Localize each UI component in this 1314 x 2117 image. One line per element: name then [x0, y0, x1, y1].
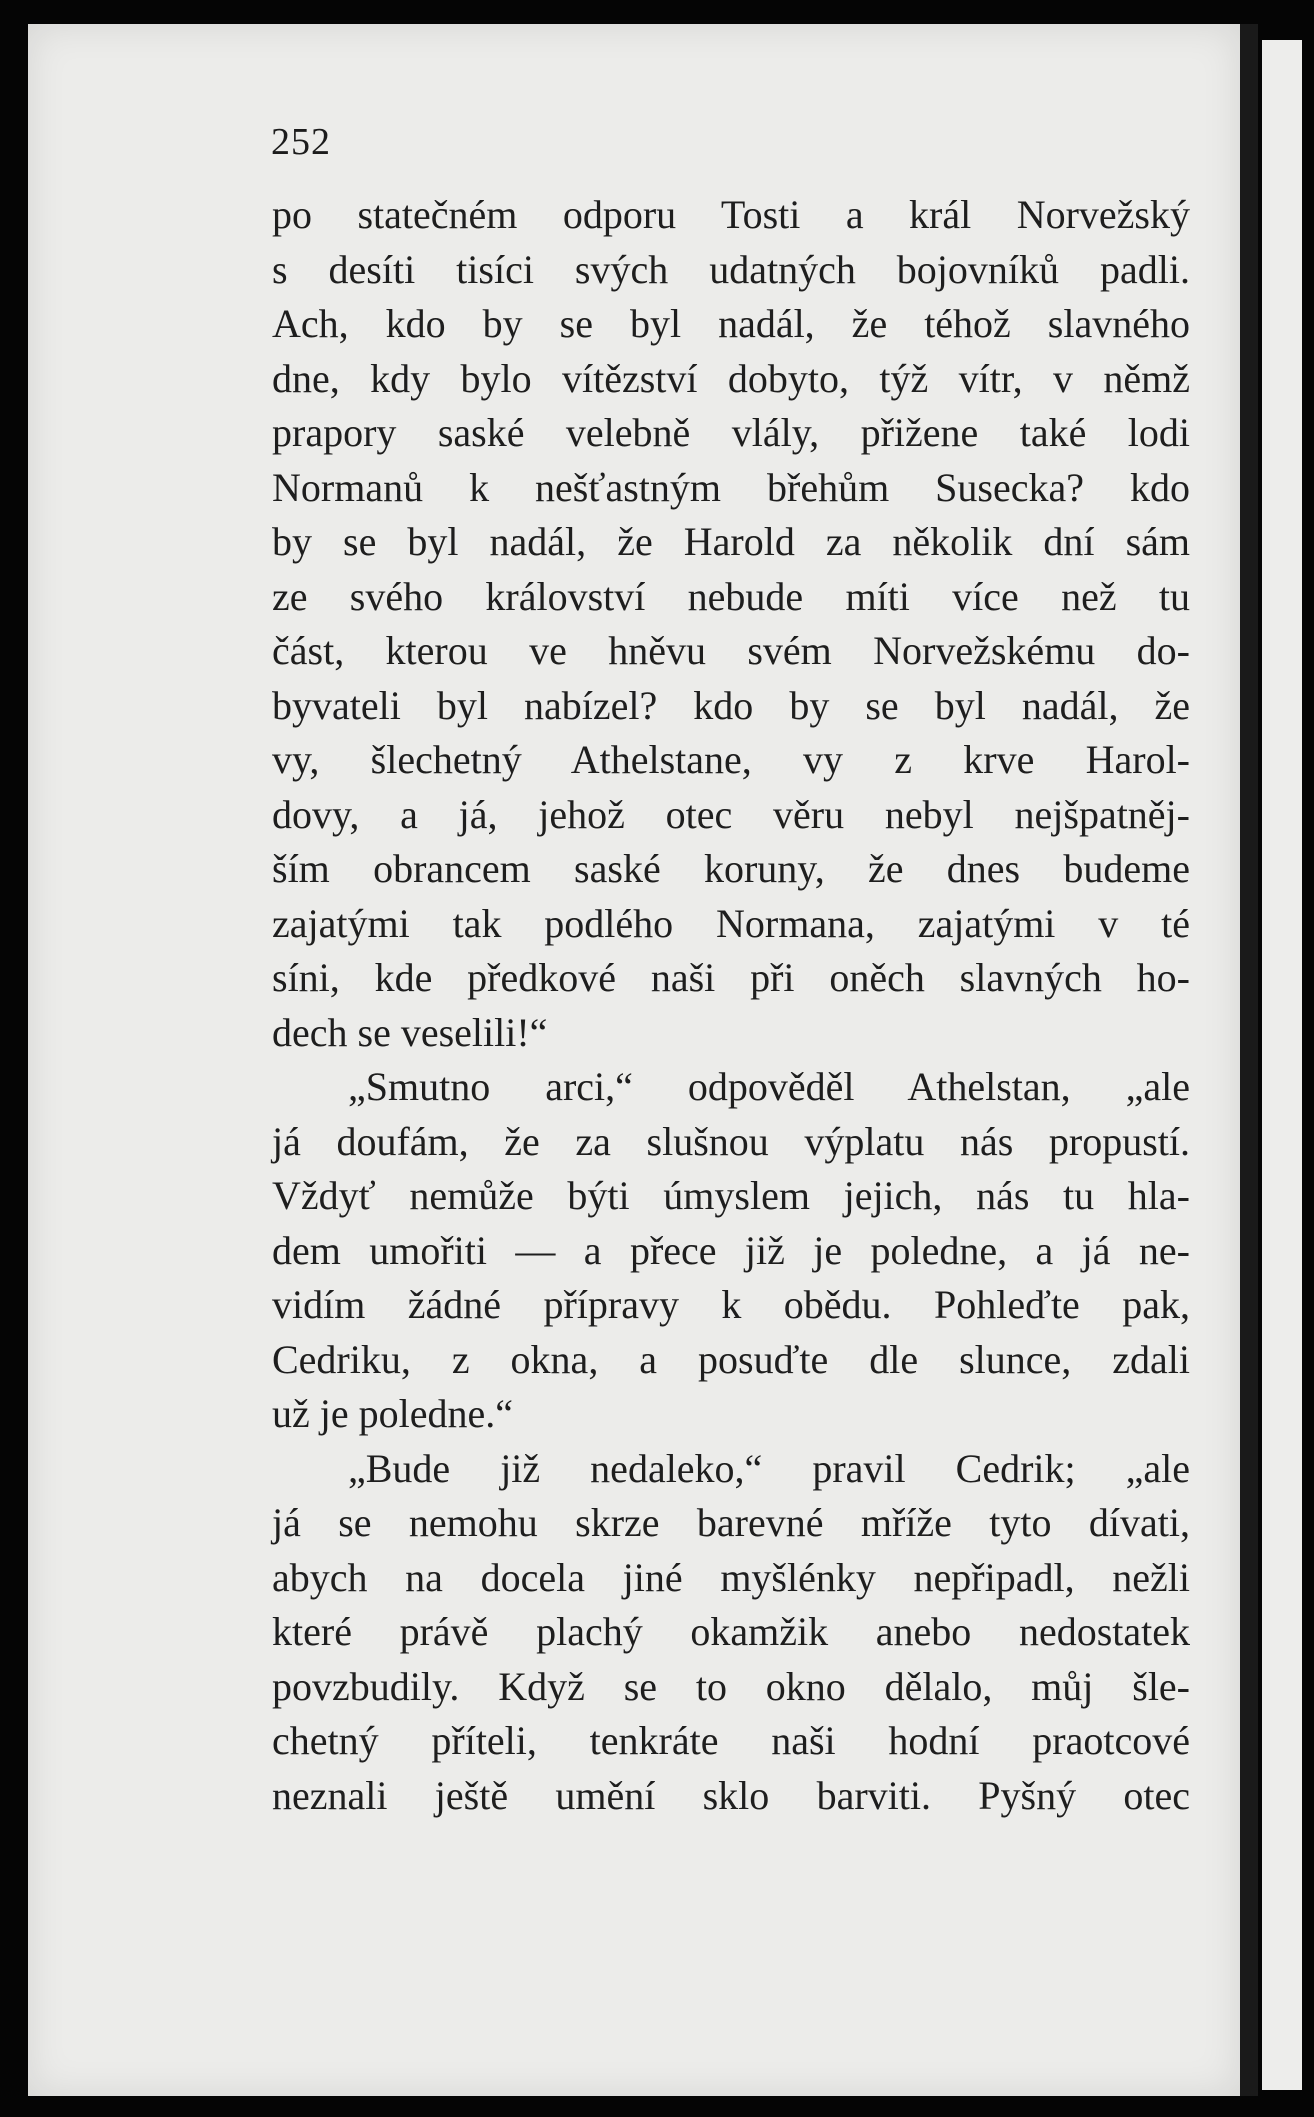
text-line: zajatými tak podlého Normana, zajatými v té [272, 900, 1190, 946]
text-line: které právě plachý okamžik anebo nedostatek [272, 1609, 1190, 1654]
text-line: Ach, kdo by se byl nadál, že téhož slavného [272, 301, 1190, 346]
text-line: „Bude již nedaleko,“ pravil Cedrik; „ale [348, 1445, 1190, 1491]
text-line: vidím žádné přípravy k obědu. Pohleďte pak, [272, 1282, 1190, 1327]
text-line: po statečném odporu Tosti a král Norvežský [272, 192, 1190, 237]
text-line: povzbudily. Když se to okno dělalo, můj šle- [272, 1663, 1190, 1709]
text-line: už je poledne.“ [272, 1391, 513, 1436]
text-line: byvateli byl nabízel? kdo by se byl nadál, že [272, 682, 1190, 728]
text-line: dem umořiti — a přece již je poledne, a já ne- [272, 1227, 1190, 1273]
text-line: chetný příteli, tenkráte naši hodní praotcové [272, 1718, 1190, 1763]
text-line: prapory saské velebně vlály, přižene také lodi [272, 410, 1190, 455]
text-line: „Smutno arci,“ odpověděl Athelstan, „ale [348, 1064, 1190, 1109]
text-line: s desíti tisíci svých udatných bojovníků padli. [272, 246, 1190, 292]
page-number: 252 [271, 121, 331, 163]
text-line: Vždyť nemůže býti úmyslem jejich, nás tu hla- [272, 1173, 1190, 1218]
text-line: ším obrancem saské koruny, že dnes budeme [272, 846, 1190, 891]
text-line: by se byl nadál, že Harold za několik dní sám [272, 519, 1190, 564]
text-line: dech se veselili!“ [272, 1009, 548, 1055]
text-line: část, kterou ve hněvu svém Norvežskému do- [272, 628, 1190, 673]
next-page-edge [1262, 40, 1302, 2090]
text-line: ze svého království nebude míti více než tu [272, 573, 1190, 619]
text-line: Cedriku, z okna, a posuďte dle slunce, zdali [272, 1336, 1190, 1382]
page-gutter-shadow [1240, 24, 1258, 2096]
text-line: vy, šlechetný Athelstane, vy z krve Harol- [272, 737, 1190, 782]
text-line: Normanů k nešťastným břehům Susecka? kdo [272, 464, 1190, 510]
text-line: neznali ještě umění sklo barviti. Pyšný otec [272, 1772, 1190, 1818]
text-line: síni, kde předkové naši při oněch slavných ho- [272, 955, 1190, 1000]
text-line: dovy, a já, jehož otec věru nebyl nejšpatněj- [272, 791, 1190, 837]
text-line: já se nemohu skrze barevné mříže tyto dívati, [272, 1500, 1190, 1545]
text-line: abych na docela jiné myšlénky nepřipadl, nežli [272, 1554, 1190, 1600]
text-line: já doufám, že za slušnou výplatu nás propustí. [272, 1118, 1190, 1164]
text-line: dne, kdy bylo vítězství dobyto, týž vítr, v němž [272, 355, 1190, 401]
body-text [272, 188, 1190, 1823]
